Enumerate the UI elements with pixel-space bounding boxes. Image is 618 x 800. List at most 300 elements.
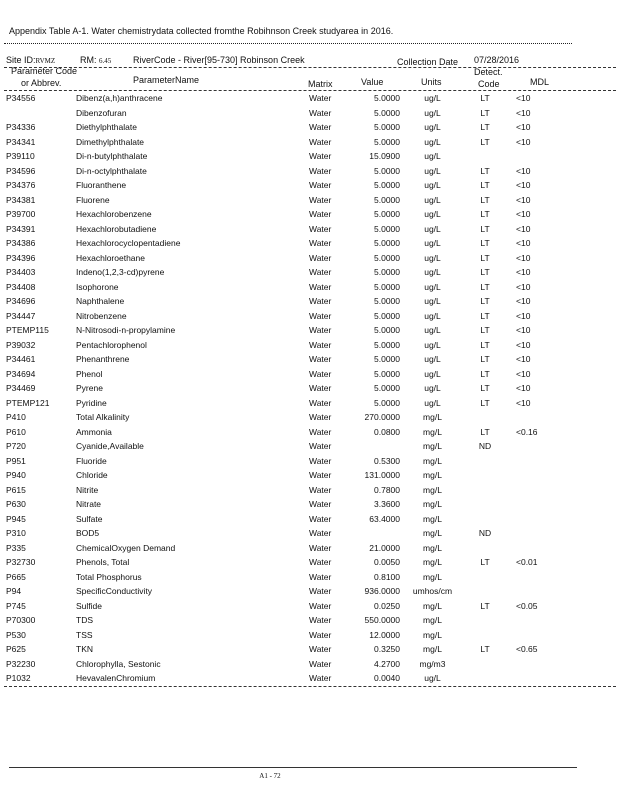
units-cell: mg/L [423, 571, 442, 582]
units-cell: mg/L [423, 528, 442, 538]
matrix-cell: Water [309, 354, 332, 364]
table-row [0, 251, 618, 266]
parameter-name-cell: Dibenzofuran [76, 107, 127, 118]
units-cell: mg/L [423, 441, 442, 451]
detect-code-cell: LT [480, 267, 490, 277]
mdl-cell: <0.65 [516, 644, 538, 654]
parameter-code-cell: PTEMP115 [6, 325, 49, 335]
parameter-code-cell: P34396 [6, 252, 36, 263]
value-cell: 0.3250 [374, 644, 400, 654]
parameter-code-cell: P945 [6, 513, 26, 524]
units-cell: ug/L [424, 93, 441, 103]
mdl-cell: <10 [516, 310, 531, 321]
mdl-cell: <10 [516, 194, 531, 205]
table-row [0, 657, 618, 672]
matrix-cell: Water [309, 528, 332, 538]
detect-code-cell: LT [480, 383, 490, 393]
units-cell: ug/L [424, 107, 441, 118]
detect-code-cell: LT [480, 296, 490, 306]
units-cell: mg/L [423, 470, 442, 480]
units-cell: ug/L [424, 194, 441, 205]
matrix-cell: Water [309, 383, 332, 393]
page-number: A1 - 72 [259, 772, 281, 780]
parameter-name-cell: Total Phosphorus [76, 571, 142, 582]
table-row [0, 454, 618, 469]
table-row [0, 193, 618, 208]
table-row [0, 497, 618, 512]
parameter-code-cell: P630 [6, 499, 26, 509]
mdl-cell: <10 [516, 397, 531, 408]
site-id-label: Site ID: [6, 55, 36, 65]
parameter-code-cell: P34447 [6, 310, 36, 321]
matrix-cell: Water [309, 223, 332, 234]
parameter-code-cell: P34391 [6, 223, 36, 234]
collection-date-label: Collection Date [397, 57, 459, 67]
parameter-name-cell: Ammonia [76, 426, 112, 437]
parameter-code-cell: P310 [6, 528, 26, 538]
table-row [0, 323, 618, 338]
value-cell: 5.0000 [374, 194, 400, 205]
value-cell: 5.0000 [374, 310, 400, 321]
detect-code-cell: LT [480, 354, 490, 364]
matrix-cell: Water [309, 441, 332, 451]
mdl-cell: <10 [516, 122, 531, 132]
detect-code-cell: LT [480, 252, 490, 263]
detect-code-cell: LT [480, 136, 490, 147]
parameter-code-cell: P34556 [6, 93, 36, 103]
units-cell: mg/L [423, 513, 442, 524]
parameter-name-cell: TSS [76, 629, 93, 640]
value-cell: 21.0000 [369, 542, 400, 553]
mdl-cell: <10 [516, 325, 531, 335]
mdl-cell: <10 [516, 354, 531, 364]
value-cell: 5.0000 [374, 267, 400, 277]
parameter-name-cell: Naphthalene [76, 296, 125, 306]
units-cell: mg/L [423, 557, 442, 567]
mdl-cell: <10 [516, 368, 531, 379]
river-code: RiverCode - River[95-730] Robinson Creek [133, 55, 305, 65]
table-row [0, 367, 618, 382]
table-row [0, 468, 618, 483]
units-cell: ug/L [424, 122, 441, 132]
units-cell: mg/L [423, 455, 442, 466]
table-row [0, 671, 618, 686]
table-row [0, 236, 618, 251]
value-cell: 5.0000 [374, 136, 400, 147]
matrix-cell: Water [309, 644, 332, 654]
parameter-name-cell: Nitrobenzene [76, 310, 127, 321]
mdl-cell: <10 [516, 339, 531, 350]
detect-code-cell: LT [480, 397, 490, 408]
matrix-cell: Water [309, 281, 332, 292]
units-cell: mg/L [423, 542, 442, 553]
table-row [0, 410, 618, 425]
matrix-cell: Water [309, 368, 332, 379]
parameter-name-cell: Di-n-butylphthalate [76, 151, 148, 161]
parameter-name-cell: Sulfide [76, 600, 102, 611]
parameter-name-cell: Fluorene [76, 194, 110, 205]
table-row [0, 164, 618, 179]
parameter-name-cell: ChemicalOxygen Demand [76, 542, 176, 553]
matrix-cell: Water [309, 673, 332, 683]
mdl-cell: <10 [516, 383, 531, 393]
parameter-code-cell: P32230 [6, 658, 36, 669]
matrix-cell: Water [309, 296, 332, 306]
mdl-cell: <10 [516, 180, 531, 190]
units-cell: umhos/cm [412, 586, 453, 596]
parameter-name-cell: Chlorophylla, Sestonic [76, 658, 161, 669]
table-row [0, 381, 618, 396]
units-cell: ug/L [424, 325, 441, 335]
units-cell: ug/L [424, 281, 441, 292]
mdl-cell: <10 [516, 136, 531, 147]
matrix-cell: Water [309, 310, 332, 321]
value-cell: 5.0000 [374, 223, 400, 234]
parameter-name-cell: N-Nitrosodi-n-propylamine [76, 325, 176, 335]
parameter-code-cell: P34694 [6, 368, 36, 379]
table-row [0, 584, 618, 599]
parameter-code-cell: P34381 [6, 194, 36, 205]
parameter-name-cell: Dibenz(a,h)anthracene [76, 93, 163, 103]
parameter-code-cell: P745 [6, 600, 26, 611]
units-cell: mg/L [423, 600, 442, 611]
units-cell: mg/L [423, 499, 442, 509]
site-id-value: RVMZ [35, 57, 56, 65]
parameter-code-cell: P34596 [6, 165, 36, 176]
table-row [0, 106, 618, 121]
parameter-name-cell: Fluoride [76, 455, 107, 466]
parameter-name-cell: Total Alkalinity [76, 412, 130, 422]
value-cell: 5.0000 [374, 180, 400, 190]
units-cell: ug/L [424, 209, 441, 219]
parameter-name-cell: Chloride [76, 470, 108, 480]
parameter-name-cell: Di-n-octylphthalate [76, 165, 147, 176]
table-row [0, 425, 618, 440]
matrix-cell: Water [309, 412, 332, 422]
matrix-cell: Water [309, 325, 332, 335]
units-cell: ug/L [424, 165, 441, 176]
units-cell: ug/L [424, 238, 441, 248]
column-detect-line2: Code [478, 79, 500, 89]
parameter-name-cell: Pyridine [76, 397, 107, 408]
parameter-code-cell: P625 [6, 644, 26, 654]
value-cell: 5.0000 [374, 325, 400, 335]
parameter-code-cell: P615 [6, 484, 26, 495]
detect-code-cell: LT [480, 165, 490, 176]
value-cell: 5.0000 [374, 281, 400, 292]
units-cell: ug/L [424, 383, 441, 393]
matrix-cell: Water [309, 615, 332, 625]
parameter-code-cell: P32730 [6, 557, 36, 567]
matrix-cell: Water [309, 600, 332, 611]
matrix-cell: Water [309, 499, 332, 509]
site-id [6, 55, 55, 65]
parameter-code-cell: P34696 [6, 296, 36, 306]
value-cell: 5.0000 [374, 296, 400, 306]
parameter-code-cell: P720 [6, 441, 26, 451]
parameter-code-cell: P1032 [6, 673, 31, 683]
units-cell: ug/L [424, 252, 441, 263]
units-cell: mg/L [423, 412, 442, 422]
detect-code-cell: LT [480, 209, 490, 219]
detect-code-cell: LT [480, 93, 490, 103]
units-cell: ug/L [424, 136, 441, 147]
value-cell: 0.0040 [374, 673, 400, 683]
units-cell: ug/L [424, 354, 441, 364]
units-cell: ug/L [424, 296, 441, 306]
units-cell: ug/L [424, 151, 441, 161]
table-row [0, 207, 618, 222]
rm-label: RM: [80, 55, 97, 65]
column-units: Units [421, 77, 442, 87]
river-mile [80, 55, 111, 65]
footer-rule [9, 767, 577, 768]
mdl-cell: <0.01 [516, 557, 538, 567]
units-cell: mg/L [423, 629, 442, 640]
matrix-cell: Water [309, 267, 332, 277]
table-row [0, 396, 618, 411]
parameter-name-cell: Hexachloroethane [76, 252, 145, 263]
matrix-cell: Water [309, 252, 332, 263]
parameter-name-cell: Hexachlorobutadiene [76, 223, 157, 234]
parameter-code-cell: P34408 [6, 281, 36, 292]
table-row [0, 483, 618, 498]
matrix-cell: Water [309, 122, 332, 132]
units-cell: mg/m3 [419, 658, 446, 669]
value-cell: 5.0000 [374, 397, 400, 408]
table-row [0, 91, 618, 106]
mdl-cell: <0.05 [516, 600, 538, 611]
mdl-cell: <10 [516, 107, 531, 118]
table-title: Appendix Table A-1. Water chemistrydata collected fromthe Robihnson Creek studyarea in 2016. [9, 26, 394, 36]
matrix-cell: Water [309, 339, 332, 350]
table-row [0, 309, 618, 324]
parameter-name-cell: Cyanide,Available [76, 441, 144, 451]
table-row [0, 120, 618, 135]
parameter-code-cell: P34341 [6, 136, 36, 147]
parameter-code-cell: P410 [6, 412, 26, 422]
parameter-code-cell: P39700 [6, 209, 36, 219]
detect-code-cell: LT [480, 325, 490, 335]
mdl-cell: <10 [516, 296, 531, 306]
parameter-code-cell: P34376 [6, 180, 36, 190]
detect-code-cell: LT [480, 223, 490, 234]
detect-code-cell: LT [480, 194, 490, 205]
matrix-cell: Water [309, 542, 332, 553]
column-value: Value [361, 77, 384, 87]
column-detect-line1: Detect. [474, 67, 503, 77]
parameter-name-cell: Nitrite [76, 484, 99, 495]
value-cell: 0.0800 [374, 426, 400, 437]
parameter-name-cell: Diethylphthalate [76, 122, 137, 132]
parameter-code-cell: P530 [6, 629, 26, 640]
matrix-cell: Water [309, 513, 332, 524]
value-cell: 5.0000 [374, 238, 400, 248]
parameter-name-cell: Pentachlorophenol [76, 339, 147, 350]
detect-code-cell: LT [480, 107, 490, 118]
value-cell: 131.0000 [364, 470, 400, 480]
table-row [0, 613, 618, 628]
detect-code-cell: LT [480, 281, 490, 292]
table-row [0, 265, 618, 280]
table-row [0, 178, 618, 193]
parameter-code-cell: P39032 [6, 339, 36, 350]
parameter-name-cell: Phenol [76, 368, 103, 379]
matrix-cell: Water [309, 426, 332, 437]
units-cell: ug/L [424, 368, 441, 379]
parameter-name-cell: Nitrate [76, 499, 102, 509]
detect-code-cell: LT [480, 368, 490, 379]
detect-code-cell: ND [478, 528, 492, 538]
value-cell: 5.0000 [374, 165, 400, 176]
table-row [0, 512, 618, 527]
matrix-cell: Water [309, 136, 332, 147]
parameter-code-cell: P665 [6, 571, 26, 582]
title-separator [4, 43, 572, 44]
units-cell: mg/L [423, 426, 442, 437]
value-cell: 5.0000 [374, 93, 400, 103]
value-cell: 0.0050 [374, 557, 400, 567]
parameter-code-cell: P940 [6, 470, 26, 480]
value-cell: 63.4000 [369, 513, 400, 524]
value-cell: 0.5300 [374, 455, 400, 466]
parameter-name-cell: SpecificConductivity [76, 586, 153, 596]
parameter-name-cell: Isophorone [76, 281, 119, 292]
units-cell: mg/L [423, 644, 442, 654]
detect-code-cell: LT [480, 426, 490, 437]
table-row [0, 570, 618, 585]
detect-code-cell: ND [478, 441, 492, 451]
value-cell: 5.0000 [374, 209, 400, 219]
parameter-code-cell: P34469 [6, 383, 36, 393]
units-cell: ug/L [424, 180, 441, 190]
table-row [0, 541, 618, 556]
units-cell: mg/L [423, 484, 442, 495]
value-cell: 5.0000 [374, 252, 400, 263]
detect-code-cell: LT [480, 644, 490, 654]
table-row [0, 352, 618, 367]
units-cell: ug/L [424, 267, 441, 277]
table-row [0, 280, 618, 295]
table-row [0, 149, 618, 164]
parameter-code-cell: P34403 [6, 267, 36, 277]
parameter-name-cell: Hexachlorocyclopentadiene [76, 238, 181, 248]
mdl-cell: <10 [516, 165, 531, 176]
mdl-cell: <10 [516, 209, 531, 219]
parameter-name-cell: Pyrene [76, 383, 103, 393]
mdl-cell: <10 [516, 223, 531, 234]
value-cell: 5.0000 [374, 383, 400, 393]
detect-code-cell: LT [480, 339, 490, 350]
matrix-cell: Water [309, 484, 332, 495]
parameter-name-cell: Phenols, Total [76, 557, 130, 567]
parameter-name-cell: TDS [76, 615, 93, 625]
table-bottom-rule [4, 686, 616, 687]
parameter-name-cell: Sulfate [76, 513, 103, 524]
parameter-code-cell: P34386 [6, 238, 36, 248]
parameter-name-cell: Fluoranthene [76, 180, 127, 190]
value-cell: 5.0000 [374, 107, 400, 118]
matrix-cell: Water [309, 586, 332, 596]
units-cell: ug/L [424, 339, 441, 350]
units-cell: ug/L [424, 223, 441, 234]
detect-code-cell: LT [480, 600, 490, 611]
parameter-code-cell: P34336 [6, 122, 36, 132]
detect-code-cell: LT [480, 122, 490, 132]
parameter-code-cell: P39110 [6, 151, 35, 161]
value-cell: 0.0250 [374, 600, 400, 611]
table-row [0, 439, 618, 454]
matrix-cell: Water [309, 209, 332, 219]
value-cell: 936.0000 [364, 586, 400, 596]
table-row [0, 555, 618, 570]
units-cell: mg/L [423, 615, 442, 625]
parameter-name-cell: Hexachlorobenzene [76, 209, 152, 219]
value-cell: 5.0000 [374, 354, 400, 364]
detect-code-cell: LT [480, 310, 490, 321]
matrix-cell: Water [309, 180, 332, 190]
value-cell: 550.0000 [364, 615, 400, 625]
value-cell: 270.0000 [364, 412, 400, 422]
matrix-cell: Water [309, 397, 332, 408]
parameter-name-cell: Dimethylphthalate [76, 136, 145, 147]
value-cell: 0.7800 [374, 484, 400, 495]
matrix-cell: Water [309, 165, 332, 176]
mdl-cell: <10 [516, 93, 531, 103]
value-cell: 12.0000 [369, 629, 400, 640]
table-row [0, 338, 618, 353]
matrix-cell: Water [309, 107, 332, 118]
value-cell: 5.0000 [374, 339, 400, 350]
mdl-cell: <10 [516, 252, 531, 263]
column-code-line2: or Abbrev. [21, 78, 62, 88]
matrix-cell: Water [309, 151, 332, 161]
column-mdl: MDL [530, 77, 550, 87]
collection-date: 07/28/2016 [474, 55, 520, 65]
matrix-cell: Water [309, 238, 332, 248]
table-row [0, 628, 618, 643]
value-cell: 4.2700 [374, 658, 400, 669]
units-cell: ug/L [424, 397, 441, 408]
parameter-code-cell: P94 [6, 586, 22, 596]
detect-code-cell: LT [480, 557, 490, 567]
value-cell: 0.8100 [374, 571, 400, 582]
mdl-cell: <10 [516, 267, 531, 277]
parameter-name-cell: Indeno(1,2,3-cd)pyrene [76, 267, 165, 277]
mdl-cell: <10 [516, 238, 531, 248]
parameter-code-cell: P335 [6, 542, 26, 553]
parameter-name-cell: HevavalenChromium [76, 673, 156, 683]
matrix-cell: Water [309, 194, 332, 205]
matrix-cell: Water [309, 629, 332, 640]
parameter-name-cell: BOD5 [76, 528, 100, 538]
matrix-cell: Water [309, 571, 332, 582]
table-row [0, 135, 618, 150]
table-row [0, 526, 618, 541]
results-table [0, 91, 618, 686]
detect-code-cell: LT [480, 180, 490, 190]
table-row [0, 294, 618, 309]
column-matrix: Matrix [308, 79, 333, 89]
matrix-cell: Water [309, 557, 332, 567]
value-cell: 3.3600 [374, 499, 400, 509]
parameter-name-cell: TKN [76, 644, 93, 654]
parameter-code-cell: P34461 [6, 354, 36, 364]
matrix-cell: Water [309, 455, 332, 466]
matrix-cell: Water [309, 93, 332, 103]
matrix-cell: Water [309, 470, 332, 480]
value-cell: 5.0000 [374, 368, 400, 379]
